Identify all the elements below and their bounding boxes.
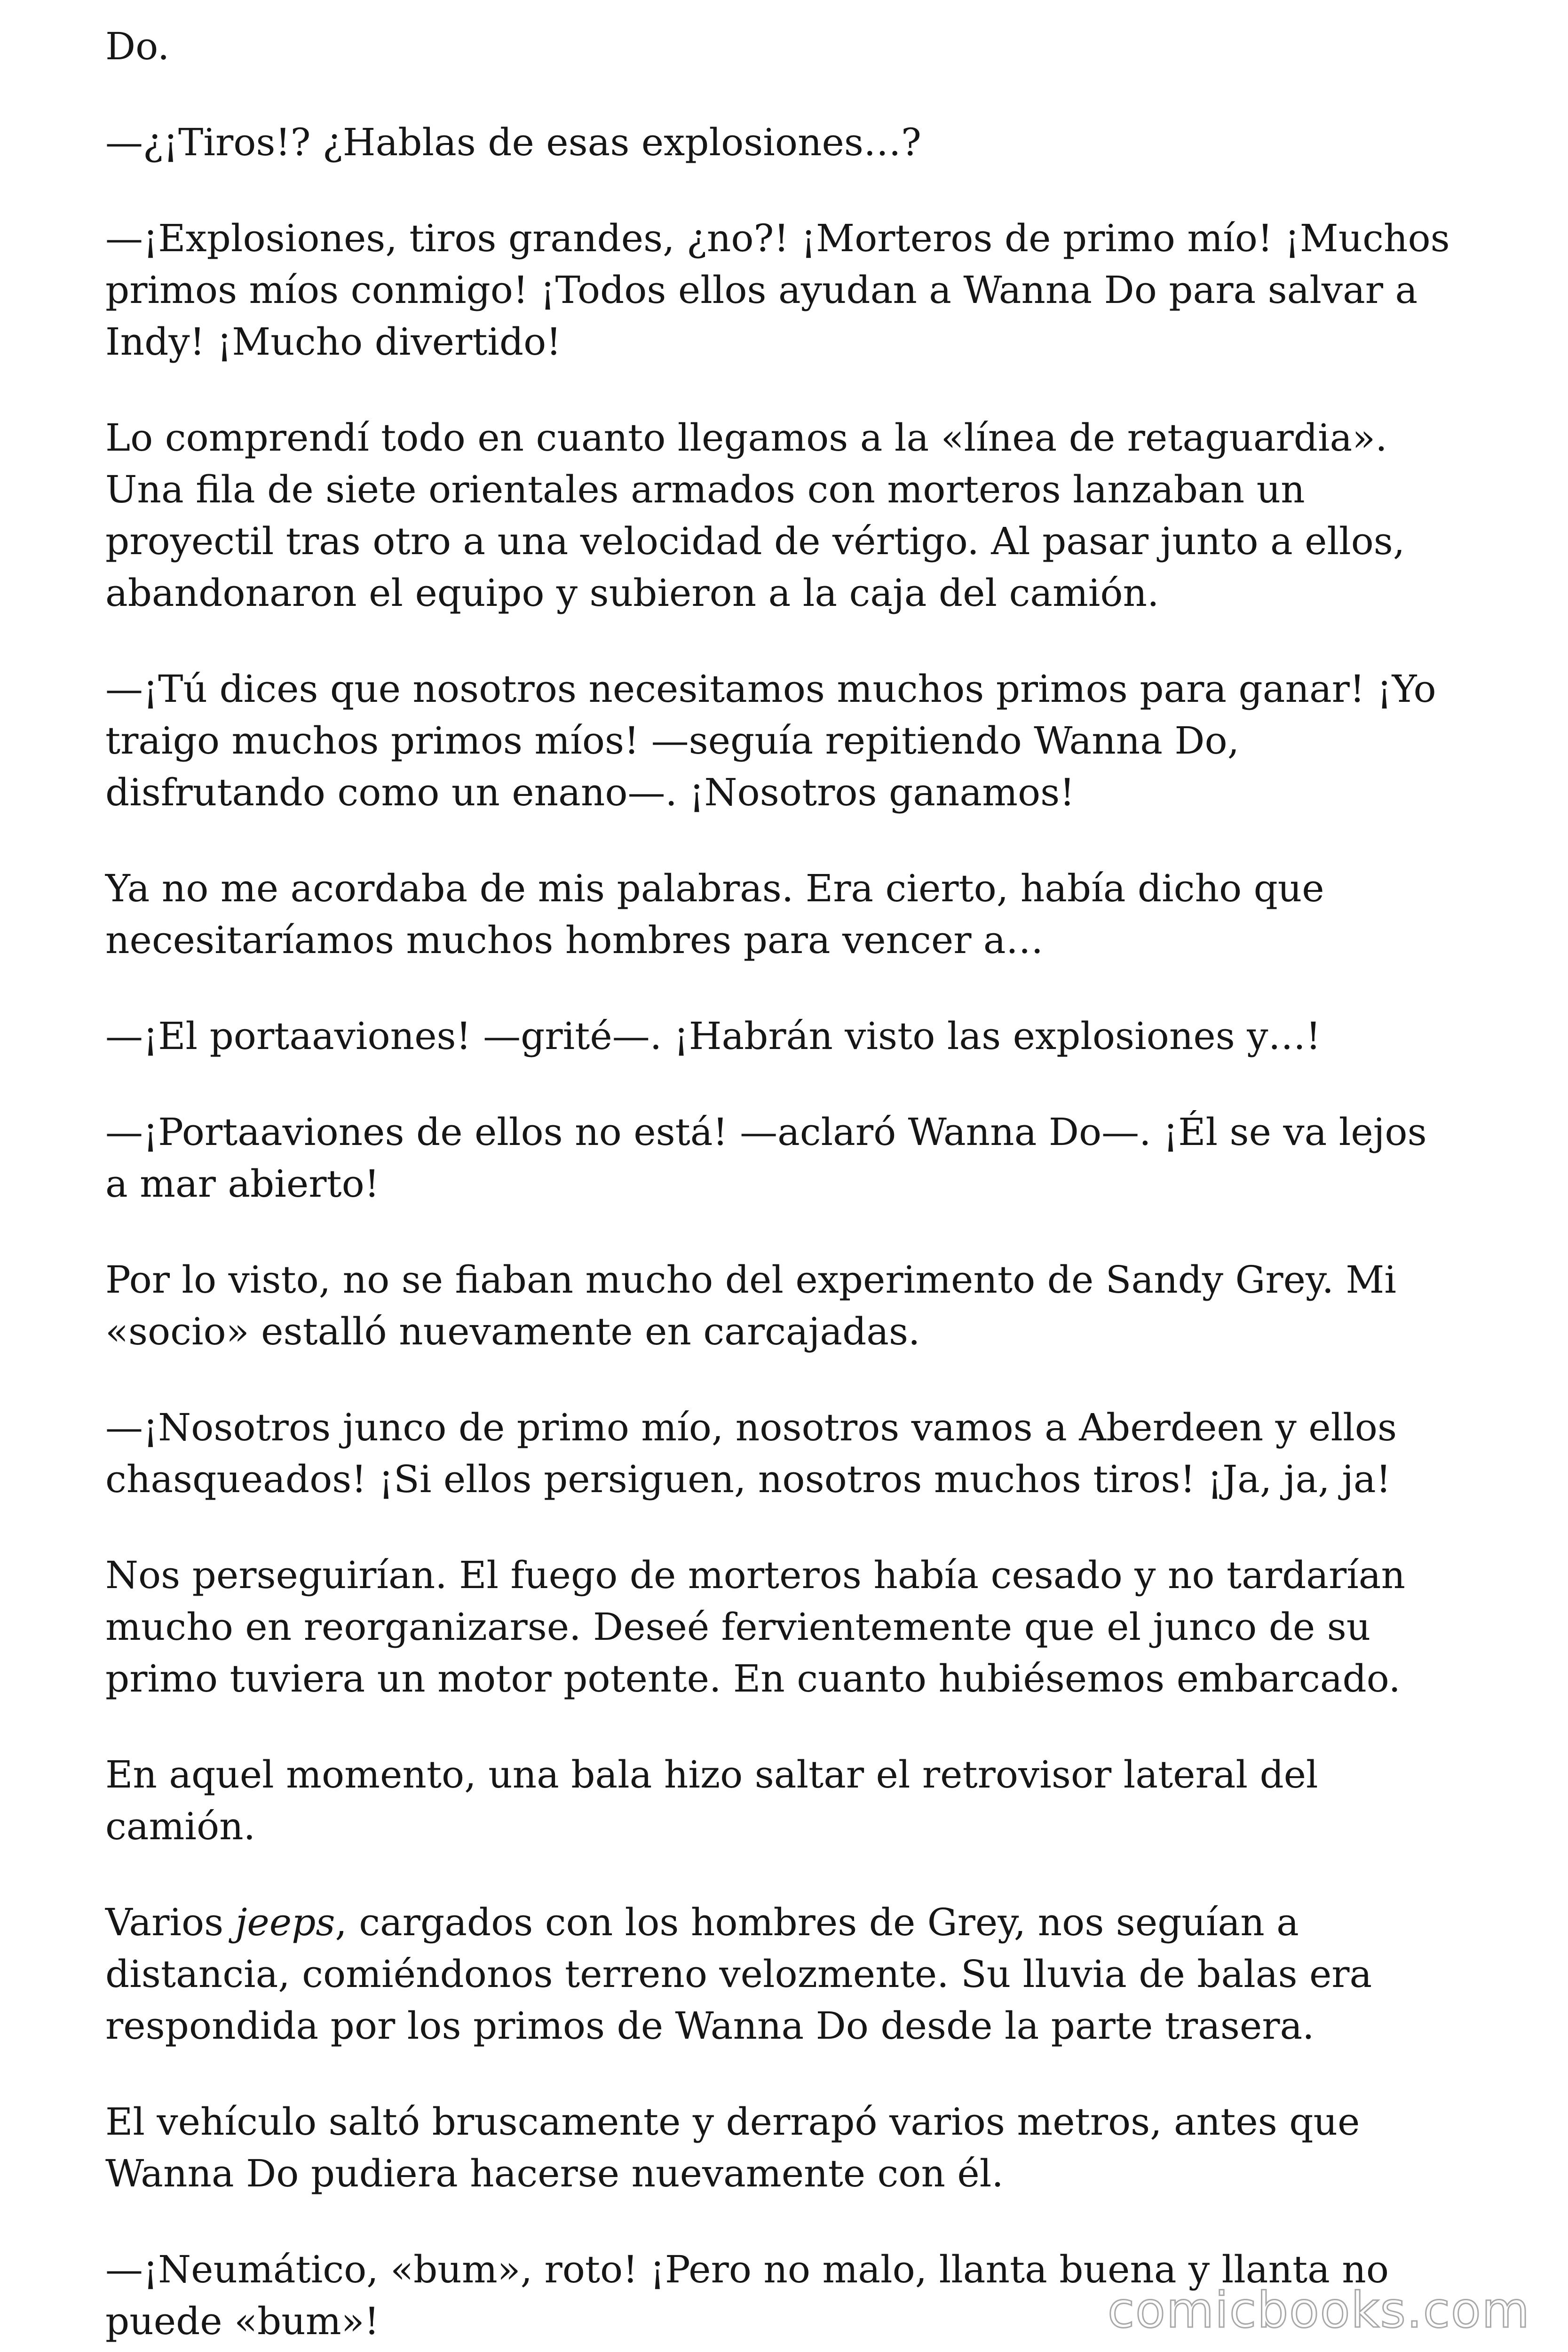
paragraph: En aquel momento, una bala hizo saltar el retrovisor lateral del camión. (105, 1753, 1318, 1848)
paragraph: —¡Explosiones, tiros grandes, ¿no?! ¡Morteros de primo mío! ¡Muchos primos míos conmigo! ¡Todos ellos ayudan a Wanna Do para salvar a Indy! ¡Mucho divertido! (105, 216, 1450, 364)
paragraph: —¡Tú dices que nosotros necesitamos muchos primos para ganar! ¡Yo traigo muchos primos míos! —seguía repitiendo Wanna Do, disfrutando como un enano—. ¡Nosotros ganamos! (105, 667, 1436, 814)
paragraph: Lo comprendí todo en cuanto llegamos a la «línea de retaguardia». Una fila de siete orientales armados con morteros lanzaban un proyectil tras otro a una velocidad de vértigo. Al pasar junto a ellos, abandonaron el equipo y subieron a la caja del camión. (105, 416, 1405, 615)
paragraph: El vehículo saltó bruscamente y derrapó varios metros, antes que Wanna Do pudiera hacerse nuevamente con él. (105, 2100, 1360, 2195)
paragraph-with-italic (105, 1897, 1483, 2052)
paragraph: —¡Neumático, «bum», roto! ¡Pero no malo, llanta buena y llanta no puede «bum»! (105, 2248, 1389, 2343)
paragraph: Ya no me acordaba de mis palabras. Era cierto, había dicho que necesitaríamos muchos hombres para vencer a… (105, 866, 1324, 962)
text-run: Varios (105, 1900, 236, 1944)
italic-word: jeeps (235, 1900, 335, 1944)
paragraph: Nos perseguirían. El fuego de morteros había cesado y no tardarían mucho en reorganizarse. Deseé fervientemente que el junco de su primo tuviera un motor potente. En cuanto hubiésemos embarcado. (105, 1553, 1406, 1700)
paragraph: —¿¡Tiros!? ¿Hablas de esas explosiones…? (105, 120, 921, 164)
document-page (105, 21, 1483, 2352)
paragraph: —¡El portaaviones! —grité—. ¡Habrán visto las explosiones y…! (105, 1014, 1321, 1058)
watermark: comicbooks.com (1107, 2281, 1530, 2339)
paragraph: Por lo visto, no se fiaban mucho del experimento de Sandy Grey. Mi «socio» estalló nuevamente en carcajadas. (105, 1258, 1396, 1353)
paragraph: —¡Nosotros junco de primo mío, nosotros vamos a Aberdeen y ellos chasqueados! ¡Si ellos persiguen, nosotros muchos tiros! ¡Ja, ja, ja! (105, 1406, 1397, 1501)
paragraph: Do. (105, 24, 170, 68)
text-run: , cargados con los hombres de Grey, nos seguían a distancia, comiéndonos terreno velozmente. Su lluvia de balas era respondida por los primos de Wanna Do desde la parte trasera. (105, 1900, 1372, 2048)
paragraph: —¡Portaaviones de ellos no está! —aclaró Wanna Do—. ¡Él se va lejos a mar abierto! (105, 1110, 1427, 1206)
